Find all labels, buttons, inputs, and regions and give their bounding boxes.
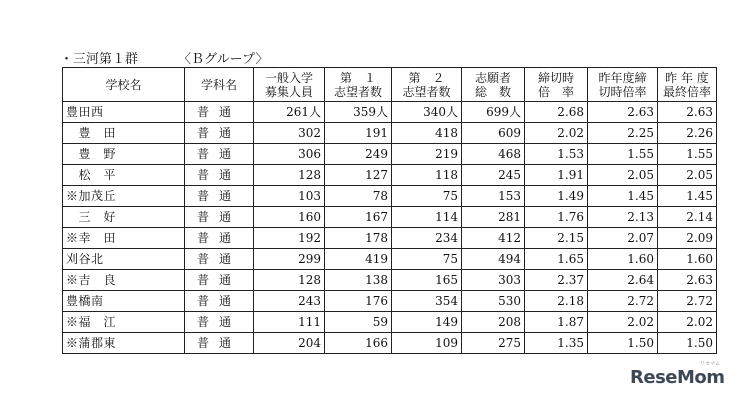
cell-prev-final: 2.26: [658, 123, 717, 144]
cell-prev-final: 1.60: [658, 249, 717, 270]
cell-total: 245: [462, 165, 525, 186]
cell-dept: 普通: [185, 123, 254, 144]
cell-total: 275: [462, 333, 525, 354]
cell-ratio: 2.18: [525, 291, 588, 312]
cell-first-choice: 249: [325, 144, 392, 165]
table-row: [63, 207, 717, 228]
cell-prev-deadline: 2.13: [588, 207, 658, 228]
cell-quota: 243: [254, 291, 325, 312]
cell-second-choice: 118: [392, 165, 462, 186]
cell-first-choice: 191: [325, 123, 392, 144]
cell-first-choice: 419: [325, 249, 392, 270]
col-header-prev-final: 昨 年 度 最終倍率: [658, 68, 717, 102]
cell-prev-deadline: 2.63: [588, 102, 658, 123]
cell-second-choice: 75: [392, 249, 462, 270]
cell-first-choice: 78: [325, 186, 392, 207]
cell-second-choice: 219: [392, 144, 462, 165]
cell-prev-deadline: 2.64: [588, 270, 658, 291]
col-header-second-choice: 第 ２ 志望者数: [392, 68, 462, 102]
cell-ratio: 2.68: [525, 102, 588, 123]
cell-prev-deadline: 2.07: [588, 228, 658, 249]
col-header-ratio: 締切時 倍 率: [525, 68, 588, 102]
table-row: [63, 333, 717, 354]
table-row: [63, 144, 717, 165]
cell-school: 刈谷北: [63, 249, 185, 270]
cell-prev-final: 2.02: [658, 312, 717, 333]
cell-dept: 普通: [185, 102, 254, 123]
table-row: [63, 102, 717, 123]
cell-school: ※幸 田: [63, 228, 185, 249]
cell-prev-final: 2.63: [658, 270, 717, 291]
cell-first-choice: 176: [325, 291, 392, 312]
cell-prev-final: 2.72: [658, 291, 717, 312]
cell-prev-final: 2.09: [658, 228, 717, 249]
cell-first-choice: 59: [325, 312, 392, 333]
resemom-logo-kana: リセマム: [700, 361, 720, 367]
section-heading: [60, 52, 268, 68]
cell-school: 豊橋南: [63, 291, 185, 312]
cell-second-choice: 149: [392, 312, 462, 333]
cell-total: 609: [462, 123, 525, 144]
cell-quota: 103: [254, 186, 325, 207]
cell-dept: 普通: [185, 291, 254, 312]
cell-first-choice: 359人: [325, 102, 392, 123]
cell-quota: 204: [254, 333, 325, 354]
cell-prev-deadline: 1.55: [588, 144, 658, 165]
header-row: [63, 68, 717, 102]
col-header-total: 志願者 総 数: [462, 68, 525, 102]
cell-dept: 普通: [185, 207, 254, 228]
cell-total: 412: [462, 228, 525, 249]
cell-prev-final: 1.50: [658, 333, 717, 354]
cell-school: 三 好: [63, 207, 185, 228]
cell-second-choice: 418: [392, 123, 462, 144]
cell-prev-deadline: 1.60: [588, 249, 658, 270]
cell-prev-deadline: 1.45: [588, 186, 658, 207]
cell-prev-final: 2.14: [658, 207, 717, 228]
cell-second-choice: 114: [392, 207, 462, 228]
cell-total: 303: [462, 270, 525, 291]
col-header-first-choice: 第 １ 志望者数: [325, 68, 392, 102]
col-header-dept: 学科名: [185, 68, 254, 102]
cell-dept: 普通: [185, 228, 254, 249]
cell-total: 699人: [462, 102, 525, 123]
cell-total: 153: [462, 186, 525, 207]
table-row: [63, 291, 717, 312]
cell-total: 530: [462, 291, 525, 312]
heading-bullet: ・: [60, 52, 74, 67]
cell-second-choice: 354: [392, 291, 462, 312]
table-row: [63, 249, 717, 270]
cell-prev-deadline: 2.05: [588, 165, 658, 186]
cell-dept: 普通: [185, 333, 254, 354]
cell-school: 豊田西: [63, 102, 185, 123]
cell-prev-deadline: 2.02: [588, 312, 658, 333]
cell-prev-deadline: 2.72: [588, 291, 658, 312]
cell-school: 松 平: [63, 165, 185, 186]
cell-ratio: 1.35: [525, 333, 588, 354]
cell-ratio: 1.76: [525, 207, 588, 228]
cell-prev-deadline: 1.50: [588, 333, 658, 354]
cell-second-choice: 234: [392, 228, 462, 249]
cell-quota: 261人: [254, 102, 325, 123]
cell-quota: 128: [254, 165, 325, 186]
cell-prev-deadline: 2.25: [588, 123, 658, 144]
cell-dept: 普通: [185, 186, 254, 207]
cell-dept: 普通: [185, 249, 254, 270]
cell-first-choice: 178: [325, 228, 392, 249]
col-header-school: 学校名: [63, 68, 185, 102]
table-row: [63, 186, 717, 207]
cell-ratio: 1.87: [525, 312, 588, 333]
cell-prev-final: 1.55: [658, 144, 717, 165]
cell-school: 豊 野: [63, 144, 185, 165]
cell-quota: 306: [254, 144, 325, 165]
cell-total: 494: [462, 249, 525, 270]
table-row: [63, 270, 717, 291]
cell-ratio: 2.02: [525, 123, 588, 144]
cell-dept: 普通: [185, 144, 254, 165]
cell-total: 208: [462, 312, 525, 333]
cell-quota: 128: [254, 270, 325, 291]
cell-first-choice: 166: [325, 333, 392, 354]
col-header-prev-deadline: 昨年度締 切時倍率: [588, 68, 658, 102]
heading-region: 三河第１群: [73, 52, 139, 67]
cell-prev-final: 2.05: [658, 165, 717, 186]
table-row: [63, 312, 717, 333]
cell-ratio: 1.65: [525, 249, 588, 270]
cell-school: ※吉 良: [63, 270, 185, 291]
cell-first-choice: 127: [325, 165, 392, 186]
table-row: [63, 165, 717, 186]
table-row: [63, 228, 717, 249]
table-row: [63, 123, 717, 144]
cell-ratio: 1.49: [525, 186, 588, 207]
cell-total: 281: [462, 207, 525, 228]
cell-ratio: 1.91: [525, 165, 588, 186]
col-header-quota: 一般入学 募集人員: [254, 68, 325, 102]
cell-quota: 192: [254, 228, 325, 249]
cell-quota: 299: [254, 249, 325, 270]
cell-school: ※福 江: [63, 312, 185, 333]
cell-second-choice: 340人: [392, 102, 462, 123]
cell-second-choice: 75: [392, 186, 462, 207]
resemom-logo: ReseMom: [630, 367, 725, 388]
cell-school: ※加茂丘: [63, 186, 185, 207]
cell-school: ※蒲郡東: [63, 333, 185, 354]
cell-second-choice: 165: [392, 270, 462, 291]
cell-dept: 普通: [185, 165, 254, 186]
cell-ratio: 2.15: [525, 228, 588, 249]
cell-quota: 302: [254, 123, 325, 144]
cell-prev-final: 2.63: [658, 102, 717, 123]
cell-first-choice: 138: [325, 270, 392, 291]
heading-group: 〈Ｂグループ〉: [178, 52, 269, 67]
cell-first-choice: 167: [325, 207, 392, 228]
cell-school: 豊 田: [63, 123, 185, 144]
cell-prev-final: 1.45: [658, 186, 717, 207]
cell-dept: 普通: [185, 270, 254, 291]
cell-second-choice: 109: [392, 333, 462, 354]
cell-ratio: 2.37: [525, 270, 588, 291]
cell-quota: 111: [254, 312, 325, 333]
cell-total: 468: [462, 144, 525, 165]
cell-quota: 160: [254, 207, 325, 228]
cell-dept: 普通: [185, 312, 254, 333]
application-table: [62, 67, 717, 354]
cell-ratio: 1.53: [525, 144, 588, 165]
